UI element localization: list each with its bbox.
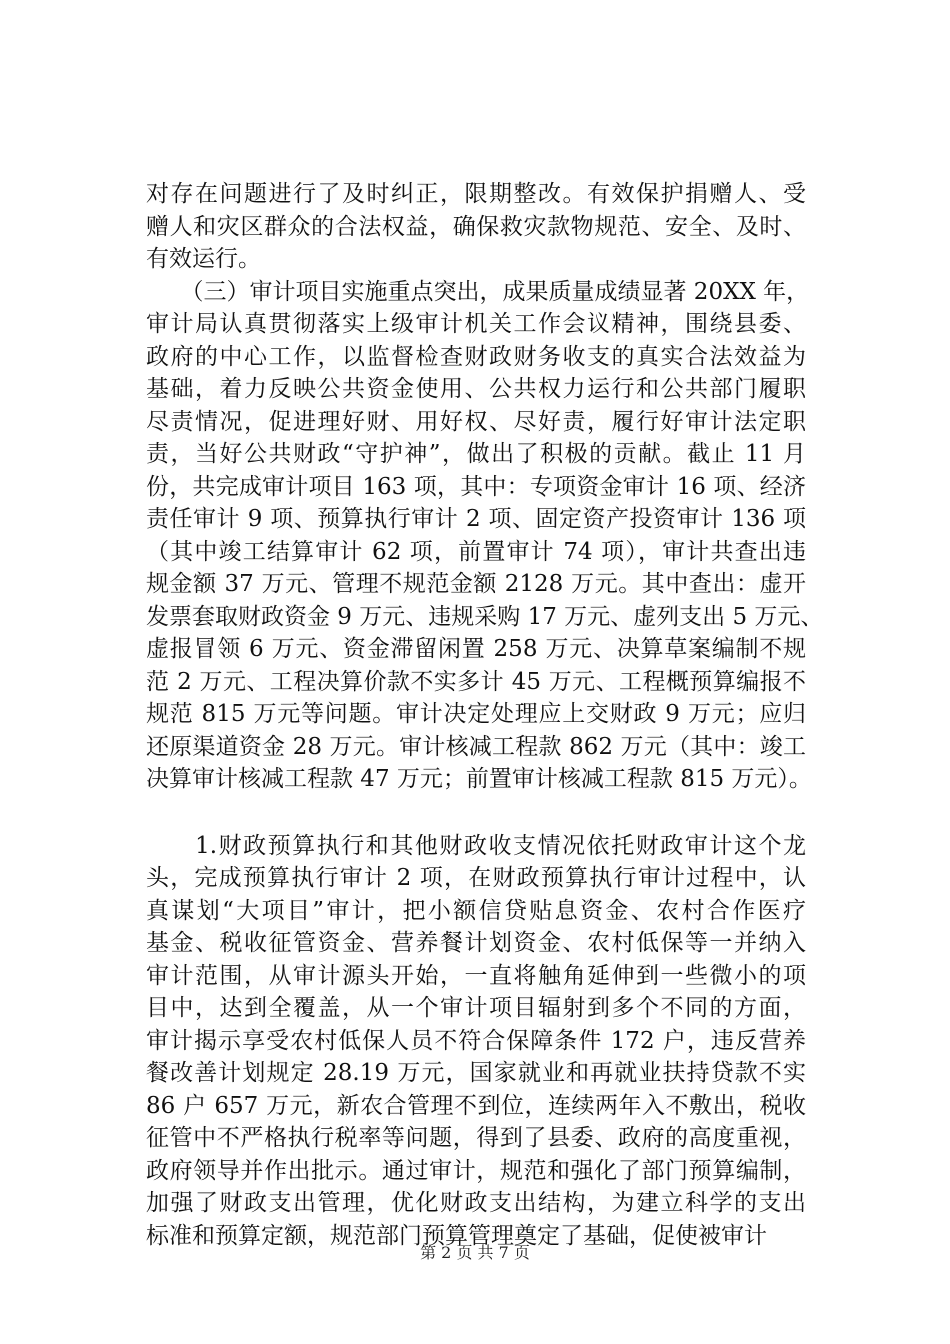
text-line: 标准和预算定额，规范部门预算管理奠定了基础，促使被审计 — [146, 1222, 767, 1249]
text-line: 1.财政预算执行和其他财政收支情况依托财政审计这个龙 — [146, 832, 806, 859]
text-line: 审计揭示享受农村低保人员不符合保障条件 172 户，违反营养 — [146, 1027, 806, 1054]
text-line: 审计局认真贯彻落实上级审计机关工作会议精神，围绕县委、 — [146, 311, 806, 337]
text-line: 征管中不严格执行税率等问题，得到了县委、政府的高度重视， — [146, 1125, 806, 1151]
text-line: 赠人和灾区群众的合法权益，确保救灾款物规范、安全、及时、 — [146, 213, 806, 240]
text-line: 决算审计核减工程款 47 万元；前置审计核减工程款 815 万元）。 — [146, 766, 812, 792]
text-line: 份，共完成审计项目 163 项，其中：专项资金审计 16 项、经济 — [146, 473, 806, 500]
text-line: 责，当好公共财政“守护神”，做出了积极的贡献。截止 11 月 — [146, 441, 806, 467]
text-line: 发票套取财政资金 9 万元、违规采购 17 万元、虚列支出 5 万元、 — [146, 603, 824, 630]
text-line: （三）审计项目实施重点突出，成果质量成绩显著 20XX 年， — [146, 278, 810, 305]
text-line: 对存在问题进行了及时纠正，限期整改。有效保护捐赠人、受 — [146, 181, 806, 207]
text-line: 餐改善计划规定 28.19 万元，国家就业和再就业扶持贷款不实 — [146, 1060, 806, 1086]
text-line: 真谋划“大项目”审计，把小额信贷贴息资金、农村合作医疗 — [146, 897, 806, 924]
text-line: 尽责情况，促进理好财、用好权、尽好责，履行好审计法定职 — [146, 408, 806, 435]
text-line: 86 户 657 万元，新农合管理不到位，连续两年入不敷出，税收 — [146, 1092, 806, 1119]
text-line: 责任审计 9 项、预算执行审计 2 项、固定资产投资审计 136 项 — [146, 506, 806, 532]
text-line: 规范 815 万元等问题。审计决定处理应上交财政 9 万元；应归 — [146, 701, 806, 727]
paragraph — [146, 276, 824, 796]
text-line: 虚报冒领 6 万元、资金滞留闲置 258 万元、决算草案编制不规 — [146, 636, 806, 662]
text-line: 政府的中心工作，以监督检查财政财务收支的真实合法效益为 — [146, 343, 806, 370]
text-line: 基础，着力反映公共资金使用、公共权力运行和公共部门履职 — [146, 376, 806, 402]
text-line: 目中，达到全覆盖，从一个审计项目辐射到多个不同的方面， — [146, 995, 806, 1021]
page-footer: 第 2 页 共 7 页 — [420, 1243, 530, 1262]
paragraph-gap — [146, 796, 806, 830]
text-line: 加强了财政支出管理，优化财政支出结构，为建立科学的支出 — [146, 1190, 806, 1216]
text-line: 头，完成预算执行审计 2 项，在财政预算执行审计过程中，认 — [146, 865, 806, 891]
text-line: 规金额 37 万元、管理不规范金额 2128 万元。其中查出：虚开 — [146, 571, 806, 597]
text-line: （其中竣工结算审计 62 项，前置审计 74 项），审计共查出违 — [146, 538, 806, 565]
paragraph — [146, 178, 806, 276]
paragraph — [146, 830, 806, 1253]
document-body — [146, 178, 824, 1252]
text-line: 范 2 万元、工程决算价款不实多计 45 万元、工程概预算编报不 — [146, 668, 806, 695]
text-line: 有效运行。 — [146, 246, 261, 272]
text-line: 政府领导并作出批示。通过审计，规范和强化了部门预算编制， — [146, 1157, 806, 1184]
text-line: 审计范围，从审计源头开始，一直将触角延伸到一些微小的项 — [146, 962, 806, 989]
text-line: 还原渠道资金 28 万元。审计核减工程款 862 万元（其中：竣工 — [146, 733, 806, 760]
text-line: 基金、税收征管资金、营养餐计划资金、农村低保等一并纳入 — [146, 930, 806, 956]
